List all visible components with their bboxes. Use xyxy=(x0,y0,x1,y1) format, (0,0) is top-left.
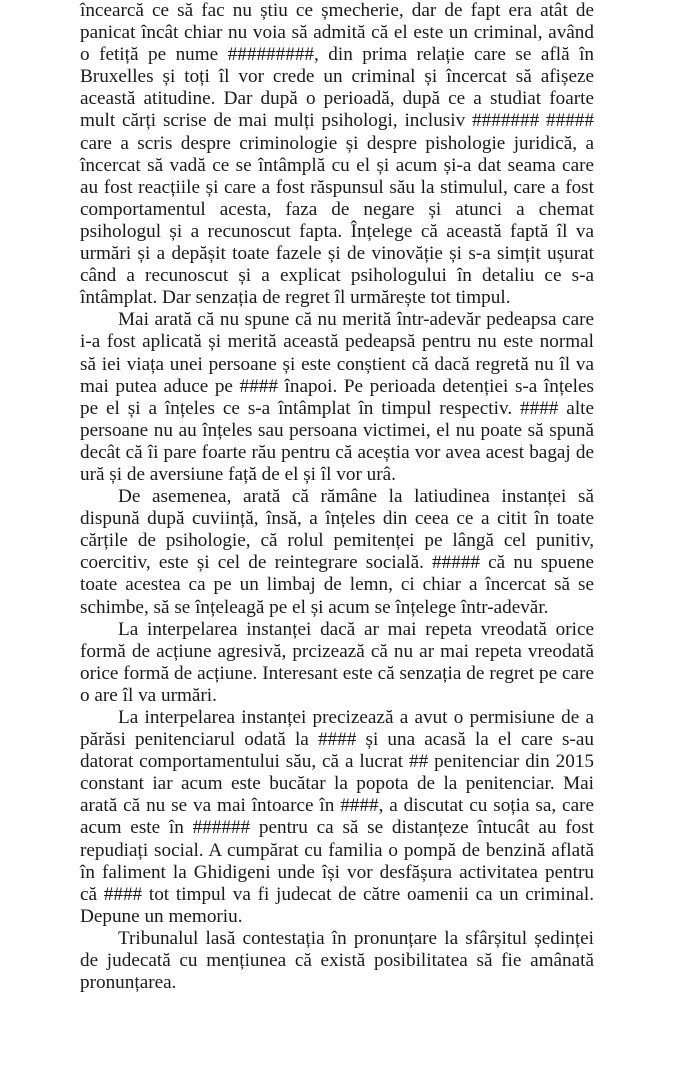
paragraph-reintegration: De asemenea, arată că rămâne la latiudinea instanței să dispună după cuviință, însă, a înțeles din ceea ce a citit în toate cărțile de psihologie, că rolul pemitenței pe lângă cel punitiv, coercitiv, este și cel de reintegrare socială. ##### că nu spuene toate acestea ca pe un limbaj de lemn, ci chiar a încercat să se schimbe, să se înțeleagă pe el și acum se înțelege într-adevăr. xyxy=(80,486,594,618)
document-page xyxy=(80,0,594,994)
paragraph-remorse: Mai arată că nu spune că nu merită într-adevăr pedeapsa care i-a fost aplicată și merită această pedeapsă pentru nu este normal să iei viața unei persoane și este conștient că dacă regretă nu îl va mai putea aduce pe #### înapoi. Pe perioada detenției s-a înțeles pe el și a înțeles ce s-a întâmplat în timpul respectiv. #### alte persoane nu au înțeles sau persoana victimei, el nu poate să spună decât că îi pare foarte rău pentru că aceștia vor avea acest bagaj de ură și de aversiune față de el și îl vor urâ. xyxy=(80,309,594,485)
paragraph-continuation: încearcă ce să fac nu știu ce șmecherie, dar de fapt era atât de panicat încât chiar nu voia să admită că el este un criminal, având o fetiță pe nume #########, din prima relație care se află în Bruxelles și toți îl vor crede un criminal și încercat să afișeze această atitudine. Dar după o perioadă, după ce a studiat foarte mult cărți scrise de mai mulți psihologi, inclusiv ####### ##### care a scris despre criminologie și despre pishologie juridică, a încercat să vadă ce se întâmplă cu el și acum și-a dat seama care au fost reacțiile și care a fost răspunsul său la stimulul, care a fost comportamentul acesta, faza de negare și atunci a chemat psihologul și a recunoscut fapta. Înțelege că această faptă îl va urmări și a depășit toate fazele și de vinovăție și s-a simțit ușurat când a recunoscut și a explicat psihologului în detaliu ce s-a întâmplat. Dar senzația de regret îl urmărește tot timpul. xyxy=(80,0,594,309)
paragraph-interpellation-furlough: La interpelarea instanței precizează a avut o permisiune de a părăsi penitenciarul odată la #### și una acasă la el care s-au datorat comportamentului său, că a lucrat ## penitenciar din 2015 constant iar acum este bucătar la popota de la penitenciar. Mai arată că nu se va mai întoarce în ####, a discutat cu soția sa, care acum este în ###### pentru ca să se distanțeze întucât au fost repudiați social. A cumpărat cu familia o pompă de benzină aflată în faliment la Ghidigeni unde își vor desfășura activitatea pentru că #### tot timpul va fi judecat de către oamenii ca un criminal. Depune un memoriu. xyxy=(80,707,594,927)
paragraph-court-decision: Tribunalul lasă contestația în pronunțare la sfârșitul ședinței de judecată cu mențiunea că există posibilitatea să fie amânată pronunțarea. xyxy=(80,927,594,994)
paragraph-interpellation-aggression: La interpelarea instanței dacă ar mai repeta vreodată orice formă de acțiune agresivă, prcizează că nu ar mai repeta vreodată orice formă de acțiune. Interesant este că senzația de regret pe care o are îl va urmări. xyxy=(80,618,594,706)
